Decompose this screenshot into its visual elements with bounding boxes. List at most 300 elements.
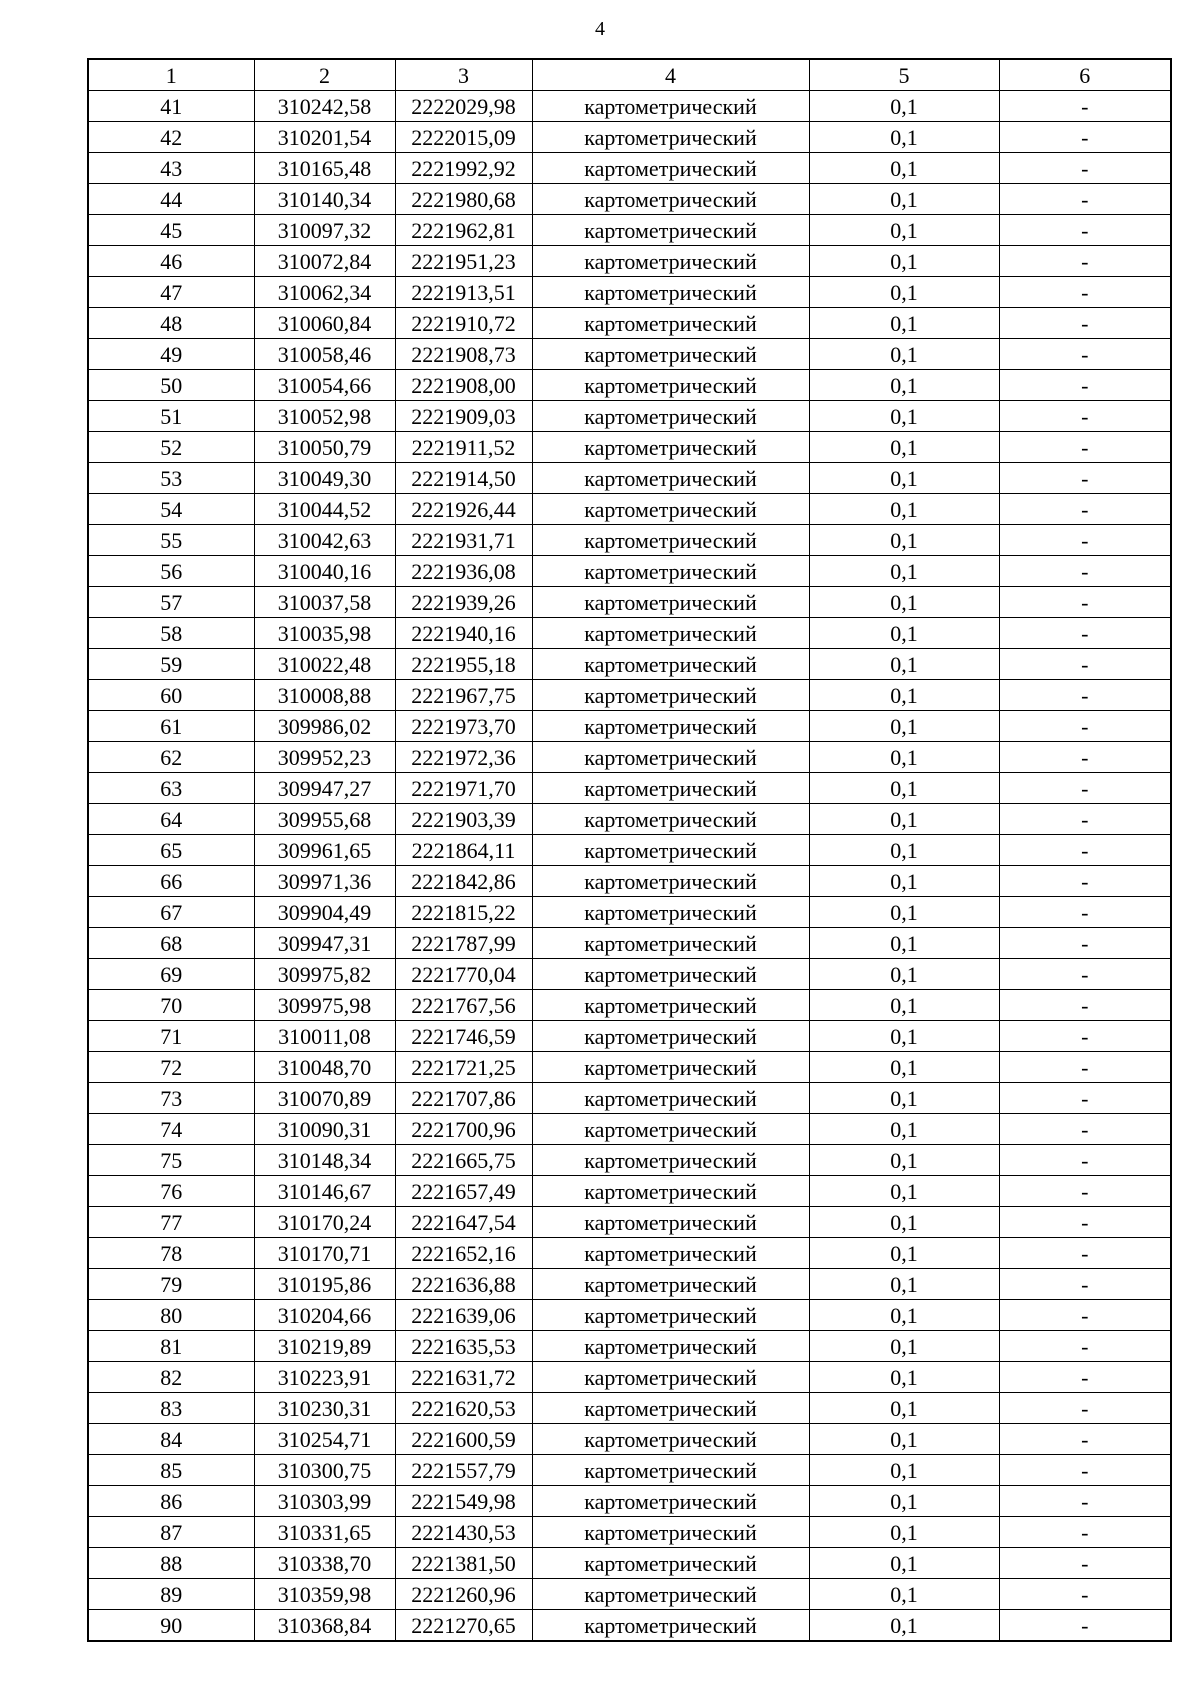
x-coordinate-cell: 309947,31 xyxy=(254,928,395,959)
table-row xyxy=(88,711,1171,742)
table-row xyxy=(88,1610,1171,1642)
point-number-cell: 64 xyxy=(88,804,254,835)
x-coordinate-cell: 310090,31 xyxy=(254,1114,395,1145)
y-coordinate-cell: 2221430,53 xyxy=(395,1517,532,1548)
method-cell: картометрический xyxy=(532,308,809,339)
y-coordinate-cell: 2221931,71 xyxy=(395,525,532,556)
table-row xyxy=(88,1021,1171,1052)
x-coordinate-cell: 310097,32 xyxy=(254,215,395,246)
method-cell: картометрический xyxy=(532,1083,809,1114)
x-coordinate-cell: 310022,48 xyxy=(254,649,395,680)
description-cell: - xyxy=(999,122,1171,153)
method-cell: картометрический xyxy=(532,370,809,401)
method-cell: картометрический xyxy=(532,1579,809,1610)
method-cell: картометрический xyxy=(532,1424,809,1455)
y-coordinate-cell: 2221864,11 xyxy=(395,835,532,866)
method-cell: картометрический xyxy=(532,1238,809,1269)
description-cell: - xyxy=(999,835,1171,866)
method-cell: картометрический xyxy=(532,1331,809,1362)
method-cell: картометрический xyxy=(532,1517,809,1548)
method-cell: картометрический xyxy=(532,1176,809,1207)
description-cell: - xyxy=(999,1300,1171,1331)
table-row xyxy=(88,928,1171,959)
x-coordinate-cell: 309986,02 xyxy=(254,711,395,742)
method-cell: картометрический xyxy=(532,928,809,959)
accuracy-cell: 0,1 xyxy=(809,401,999,432)
point-number-cell: 88 xyxy=(88,1548,254,1579)
description-cell: - xyxy=(999,1393,1171,1424)
y-coordinate-cell: 2221665,75 xyxy=(395,1145,532,1176)
accuracy-cell: 0,1 xyxy=(809,1300,999,1331)
column-header-4: 4 xyxy=(532,59,809,91)
y-coordinate-cell: 2221700,96 xyxy=(395,1114,532,1145)
description-cell: - xyxy=(999,773,1171,804)
table-row xyxy=(88,525,1171,556)
y-coordinate-cell: 2221971,70 xyxy=(395,773,532,804)
method-cell: картометрический xyxy=(532,773,809,804)
x-coordinate-cell: 310303,99 xyxy=(254,1486,395,1517)
x-coordinate-cell: 310040,16 xyxy=(254,556,395,587)
description-cell: - xyxy=(999,1207,1171,1238)
point-number-cell: 47 xyxy=(88,277,254,308)
accuracy-cell: 0,1 xyxy=(809,1610,999,1642)
description-cell: - xyxy=(999,494,1171,525)
method-cell: картометрический xyxy=(532,1300,809,1331)
description-cell: - xyxy=(999,556,1171,587)
y-coordinate-cell: 2221767,56 xyxy=(395,990,532,1021)
table-row xyxy=(88,618,1171,649)
table-row xyxy=(88,587,1171,618)
point-number-cell: 87 xyxy=(88,1517,254,1548)
y-coordinate-cell: 2221815,22 xyxy=(395,897,532,928)
x-coordinate-cell: 310011,08 xyxy=(254,1021,395,1052)
accuracy-cell: 0,1 xyxy=(809,184,999,215)
description-cell: - xyxy=(999,1548,1171,1579)
x-coordinate-cell: 310254,71 xyxy=(254,1424,395,1455)
y-coordinate-cell: 2221908,73 xyxy=(395,339,532,370)
accuracy-cell: 0,1 xyxy=(809,742,999,773)
column-header-1: 1 xyxy=(88,59,254,91)
point-number-cell: 77 xyxy=(88,1207,254,1238)
accuracy-cell: 0,1 xyxy=(809,959,999,990)
page-number: 4 xyxy=(595,18,605,40)
y-coordinate-cell: 2221903,39 xyxy=(395,804,532,835)
y-coordinate-cell: 2221631,72 xyxy=(395,1362,532,1393)
method-cell: картометрический xyxy=(532,1610,809,1642)
x-coordinate-cell: 310044,52 xyxy=(254,494,395,525)
y-coordinate-cell: 2221549,98 xyxy=(395,1486,532,1517)
point-number-cell: 68 xyxy=(88,928,254,959)
y-coordinate-cell: 2221600,59 xyxy=(395,1424,532,1455)
point-number-cell: 58 xyxy=(88,618,254,649)
point-number-cell: 50 xyxy=(88,370,254,401)
y-coordinate-cell: 2221381,50 xyxy=(395,1548,532,1579)
point-number-cell: 80 xyxy=(88,1300,254,1331)
point-number-cell: 79 xyxy=(88,1269,254,1300)
x-coordinate-cell: 310223,91 xyxy=(254,1362,395,1393)
description-cell: - xyxy=(999,1052,1171,1083)
table-row xyxy=(88,1486,1171,1517)
column-header-6: 6 xyxy=(999,59,1171,91)
table-row xyxy=(88,1548,1171,1579)
table-row xyxy=(88,153,1171,184)
x-coordinate-cell: 310201,54 xyxy=(254,122,395,153)
y-coordinate-cell: 2221980,68 xyxy=(395,184,532,215)
description-cell: - xyxy=(999,742,1171,773)
table-row xyxy=(88,432,1171,463)
method-cell: картометрический xyxy=(532,1145,809,1176)
accuracy-cell: 0,1 xyxy=(809,1145,999,1176)
point-number-cell: 74 xyxy=(88,1114,254,1145)
description-cell: - xyxy=(999,680,1171,711)
table-row xyxy=(88,308,1171,339)
table-row xyxy=(88,556,1171,587)
point-number-cell: 67 xyxy=(88,897,254,928)
point-number-cell: 72 xyxy=(88,1052,254,1083)
x-coordinate-cell: 310219,89 xyxy=(254,1331,395,1362)
description-cell: - xyxy=(999,1517,1171,1548)
description-cell: - xyxy=(999,990,1171,1021)
x-coordinate-cell: 310062,34 xyxy=(254,277,395,308)
point-number-cell: 51 xyxy=(88,401,254,432)
accuracy-cell: 0,1 xyxy=(809,1052,999,1083)
table-row xyxy=(88,804,1171,835)
description-cell: - xyxy=(999,1455,1171,1486)
y-coordinate-cell: 2221972,36 xyxy=(395,742,532,773)
description-cell: - xyxy=(999,1176,1171,1207)
x-coordinate-cell: 310230,31 xyxy=(254,1393,395,1424)
point-number-cell: 86 xyxy=(88,1486,254,1517)
point-number-cell: 49 xyxy=(88,339,254,370)
y-coordinate-cell: 2221270,65 xyxy=(395,1610,532,1642)
table-row xyxy=(88,959,1171,990)
description-cell: - xyxy=(999,1610,1171,1642)
x-coordinate-cell: 310331,65 xyxy=(254,1517,395,1548)
x-coordinate-cell: 309947,27 xyxy=(254,773,395,804)
y-coordinate-cell: 2221962,81 xyxy=(395,215,532,246)
y-coordinate-cell: 2221992,92 xyxy=(395,153,532,184)
accuracy-cell: 0,1 xyxy=(809,649,999,680)
method-cell: картометрический xyxy=(532,215,809,246)
y-coordinate-cell: 2221926,44 xyxy=(395,494,532,525)
accuracy-cell: 0,1 xyxy=(809,928,999,959)
method-cell: картометрический xyxy=(532,990,809,1021)
table-row xyxy=(88,742,1171,773)
table-row xyxy=(88,1331,1171,1362)
method-cell: картометрический xyxy=(532,897,809,928)
method-cell: картометрический xyxy=(532,618,809,649)
y-coordinate-cell: 2222029,98 xyxy=(395,91,532,122)
table-row xyxy=(88,463,1171,494)
description-cell: - xyxy=(999,1579,1171,1610)
y-coordinate-cell: 2222015,09 xyxy=(395,122,532,153)
y-coordinate-cell: 2221967,75 xyxy=(395,680,532,711)
accuracy-cell: 0,1 xyxy=(809,1517,999,1548)
accuracy-cell: 0,1 xyxy=(809,556,999,587)
description-cell: - xyxy=(999,1021,1171,1052)
table-body xyxy=(88,91,1171,1642)
x-coordinate-cell: 310070,89 xyxy=(254,1083,395,1114)
x-coordinate-cell: 310008,88 xyxy=(254,680,395,711)
y-coordinate-cell: 2221909,03 xyxy=(395,401,532,432)
table-row xyxy=(88,1393,1171,1424)
x-coordinate-cell: 309961,65 xyxy=(254,835,395,866)
point-number-cell: 60 xyxy=(88,680,254,711)
point-number-cell: 52 xyxy=(88,432,254,463)
table-row xyxy=(88,91,1171,122)
point-number-cell: 76 xyxy=(88,1176,254,1207)
x-coordinate-cell: 310170,71 xyxy=(254,1238,395,1269)
description-cell: - xyxy=(999,525,1171,556)
point-number-cell: 65 xyxy=(88,835,254,866)
point-number-cell: 89 xyxy=(88,1579,254,1610)
point-number-cell: 82 xyxy=(88,1362,254,1393)
y-coordinate-cell: 2221940,16 xyxy=(395,618,532,649)
x-coordinate-cell: 310338,70 xyxy=(254,1548,395,1579)
description-cell: - xyxy=(999,1114,1171,1145)
table-row xyxy=(88,680,1171,711)
table-row xyxy=(88,1300,1171,1331)
method-cell: картометрический xyxy=(532,246,809,277)
point-number-cell: 63 xyxy=(88,773,254,804)
accuracy-cell: 0,1 xyxy=(809,835,999,866)
accuracy-cell: 0,1 xyxy=(809,587,999,618)
method-cell: картометрический xyxy=(532,742,809,773)
accuracy-cell: 0,1 xyxy=(809,91,999,122)
method-cell: картометрический xyxy=(532,1486,809,1517)
y-coordinate-cell: 2221707,86 xyxy=(395,1083,532,1114)
description-cell: - xyxy=(999,339,1171,370)
method-cell: картометрический xyxy=(532,711,809,742)
method-cell: картометрический xyxy=(532,525,809,556)
table-row xyxy=(88,1176,1171,1207)
point-number-cell: 46 xyxy=(88,246,254,277)
description-cell: - xyxy=(999,277,1171,308)
y-coordinate-cell: 2221746,59 xyxy=(395,1021,532,1052)
point-number-cell: 66 xyxy=(88,866,254,897)
method-cell: картометрический xyxy=(532,1114,809,1145)
y-coordinate-cell: 2221770,04 xyxy=(395,959,532,990)
accuracy-cell: 0,1 xyxy=(809,1393,999,1424)
point-number-cell: 85 xyxy=(88,1455,254,1486)
description-cell: - xyxy=(999,804,1171,835)
accuracy-cell: 0,1 xyxy=(809,897,999,928)
x-coordinate-cell: 309904,49 xyxy=(254,897,395,928)
point-number-cell: 83 xyxy=(88,1393,254,1424)
method-cell: картометрический xyxy=(532,1207,809,1238)
table-row xyxy=(88,866,1171,897)
table-row xyxy=(88,122,1171,153)
description-cell: - xyxy=(999,463,1171,494)
table-row xyxy=(88,1114,1171,1145)
y-coordinate-cell: 2221647,54 xyxy=(395,1207,532,1238)
point-number-cell: 90 xyxy=(88,1610,254,1642)
table-header xyxy=(88,59,1171,91)
method-cell: картометрический xyxy=(532,91,809,122)
table-row xyxy=(88,1455,1171,1486)
y-coordinate-cell: 2221657,49 xyxy=(395,1176,532,1207)
accuracy-cell: 0,1 xyxy=(809,494,999,525)
method-cell: картометрический xyxy=(532,959,809,990)
description-cell: - xyxy=(999,1362,1171,1393)
x-coordinate-cell: 310242,58 xyxy=(254,91,395,122)
accuracy-cell: 0,1 xyxy=(809,463,999,494)
y-coordinate-cell: 2221911,52 xyxy=(395,432,532,463)
description-cell: - xyxy=(999,184,1171,215)
y-coordinate-cell: 2221973,70 xyxy=(395,711,532,742)
x-coordinate-cell: 310368,84 xyxy=(254,1610,395,1642)
y-coordinate-cell: 2221913,51 xyxy=(395,277,532,308)
accuracy-cell: 0,1 xyxy=(809,1207,999,1238)
description-cell: - xyxy=(999,1424,1171,1455)
accuracy-cell: 0,1 xyxy=(809,525,999,556)
description-cell: - xyxy=(999,308,1171,339)
x-coordinate-cell: 310204,66 xyxy=(254,1300,395,1331)
method-cell: картометрический xyxy=(532,556,809,587)
accuracy-cell: 0,1 xyxy=(809,1114,999,1145)
method-cell: картометрический xyxy=(532,277,809,308)
table-row xyxy=(88,1052,1171,1083)
y-coordinate-cell: 2221721,25 xyxy=(395,1052,532,1083)
y-coordinate-cell: 2221914,50 xyxy=(395,463,532,494)
coordinates-table xyxy=(87,58,1172,1642)
point-number-cell: 81 xyxy=(88,1331,254,1362)
x-coordinate-cell: 309971,36 xyxy=(254,866,395,897)
point-number-cell: 53 xyxy=(88,463,254,494)
table-row xyxy=(88,1424,1171,1455)
method-cell: картометрический xyxy=(532,804,809,835)
accuracy-cell: 0,1 xyxy=(809,804,999,835)
method-cell: картометрический xyxy=(532,1052,809,1083)
method-cell: картометрический xyxy=(532,1455,809,1486)
accuracy-cell: 0,1 xyxy=(809,1083,999,1114)
accuracy-cell: 0,1 xyxy=(809,618,999,649)
description-cell: - xyxy=(999,928,1171,959)
accuracy-cell: 0,1 xyxy=(809,1176,999,1207)
point-number-cell: 78 xyxy=(88,1238,254,1269)
y-coordinate-cell: 2221260,96 xyxy=(395,1579,532,1610)
y-coordinate-cell: 2221955,18 xyxy=(395,649,532,680)
accuracy-cell: 0,1 xyxy=(809,1548,999,1579)
description-cell: - xyxy=(999,401,1171,432)
description-cell: - xyxy=(999,1238,1171,1269)
point-number-cell: 44 xyxy=(88,184,254,215)
description-cell: - xyxy=(999,711,1171,742)
column-header-3: 3 xyxy=(395,59,532,91)
x-coordinate-cell: 310140,34 xyxy=(254,184,395,215)
x-coordinate-cell: 310146,67 xyxy=(254,1176,395,1207)
description-cell: - xyxy=(999,91,1171,122)
y-coordinate-cell: 2221910,72 xyxy=(395,308,532,339)
method-cell: картометрический xyxy=(532,1362,809,1393)
y-coordinate-cell: 2221636,88 xyxy=(395,1269,532,1300)
x-coordinate-cell: 310035,98 xyxy=(254,618,395,649)
x-coordinate-cell: 310165,48 xyxy=(254,153,395,184)
x-coordinate-cell: 310054,66 xyxy=(254,370,395,401)
description-cell: - xyxy=(999,1269,1171,1300)
method-cell: картометрический xyxy=(532,649,809,680)
table-row xyxy=(88,184,1171,215)
y-coordinate-cell: 2221936,08 xyxy=(395,556,532,587)
point-number-cell: 56 xyxy=(88,556,254,587)
table-row xyxy=(88,1579,1171,1610)
table-row xyxy=(88,649,1171,680)
accuracy-cell: 0,1 xyxy=(809,1021,999,1052)
accuracy-cell: 0,1 xyxy=(809,1579,999,1610)
table-row xyxy=(88,773,1171,804)
accuracy-cell: 0,1 xyxy=(809,1362,999,1393)
y-coordinate-cell: 2221908,00 xyxy=(395,370,532,401)
point-number-cell: 54 xyxy=(88,494,254,525)
point-number-cell: 57 xyxy=(88,587,254,618)
accuracy-cell: 0,1 xyxy=(809,1455,999,1486)
description-cell: - xyxy=(999,1486,1171,1517)
description-cell: - xyxy=(999,246,1171,277)
accuracy-cell: 0,1 xyxy=(809,122,999,153)
accuracy-cell: 0,1 xyxy=(809,711,999,742)
table-row xyxy=(88,990,1171,1021)
accuracy-cell: 0,1 xyxy=(809,308,999,339)
method-cell: картометрический xyxy=(532,1269,809,1300)
x-coordinate-cell: 309952,23 xyxy=(254,742,395,773)
table-row xyxy=(88,401,1171,432)
x-coordinate-cell: 310195,86 xyxy=(254,1269,395,1300)
method-cell: картометрический xyxy=(532,680,809,711)
point-number-cell: 69 xyxy=(88,959,254,990)
point-number-cell: 71 xyxy=(88,1021,254,1052)
x-coordinate-cell: 310048,70 xyxy=(254,1052,395,1083)
accuracy-cell: 0,1 xyxy=(809,680,999,711)
point-number-cell: 75 xyxy=(88,1145,254,1176)
table-row xyxy=(88,1238,1171,1269)
description-cell: - xyxy=(999,370,1171,401)
method-cell: картометрический xyxy=(532,401,809,432)
x-coordinate-cell: 310148,34 xyxy=(254,1145,395,1176)
accuracy-cell: 0,1 xyxy=(809,1424,999,1455)
method-cell: картометрический xyxy=(532,122,809,153)
description-cell: - xyxy=(999,1145,1171,1176)
description-cell: - xyxy=(999,153,1171,184)
method-cell: картометрический xyxy=(532,494,809,525)
table-row xyxy=(88,215,1171,246)
point-number-cell: 43 xyxy=(88,153,254,184)
y-coordinate-cell: 2221939,26 xyxy=(395,587,532,618)
point-number-cell: 42 xyxy=(88,122,254,153)
point-number-cell: 84 xyxy=(88,1424,254,1455)
method-cell: картометрический xyxy=(532,1548,809,1579)
accuracy-cell: 0,1 xyxy=(809,773,999,804)
method-cell: картометрический xyxy=(532,587,809,618)
point-number-cell: 61 xyxy=(88,711,254,742)
method-cell: картометрический xyxy=(532,1021,809,1052)
x-coordinate-cell: 310052,98 xyxy=(254,401,395,432)
accuracy-cell: 0,1 xyxy=(809,1331,999,1362)
table-row xyxy=(88,494,1171,525)
table-row xyxy=(88,277,1171,308)
accuracy-cell: 0,1 xyxy=(809,990,999,1021)
accuracy-cell: 0,1 xyxy=(809,339,999,370)
table-row xyxy=(88,897,1171,928)
point-number-cell: 73 xyxy=(88,1083,254,1114)
table-row xyxy=(88,1269,1171,1300)
accuracy-cell: 0,1 xyxy=(809,1486,999,1517)
table-row xyxy=(88,1207,1171,1238)
x-coordinate-cell: 310359,98 xyxy=(254,1579,395,1610)
description-cell: - xyxy=(999,1083,1171,1114)
table-row xyxy=(88,1083,1171,1114)
y-coordinate-cell: 2221620,53 xyxy=(395,1393,532,1424)
y-coordinate-cell: 2221787,99 xyxy=(395,928,532,959)
